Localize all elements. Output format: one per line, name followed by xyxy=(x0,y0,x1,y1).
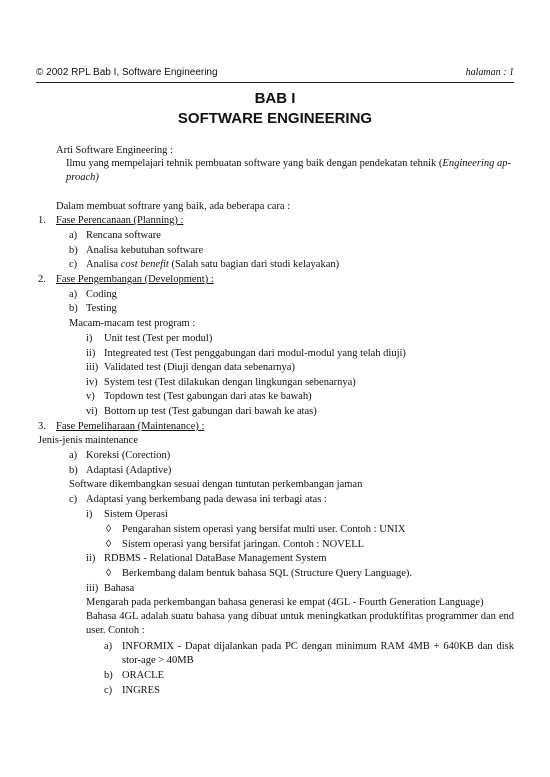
adaptation-marker: i) xyxy=(86,509,93,520)
adaptation-marker: ii) xyxy=(86,553,96,564)
phase2-title: Fase Pengembangan (Development) : xyxy=(56,274,214,285)
test-marker: i) xyxy=(86,333,93,344)
phase2-number: 2. xyxy=(38,274,46,285)
adaptation-item: RDBMS - Relational DataBase Management System xyxy=(104,553,327,564)
test-item: Unit test (Test per modul) xyxy=(104,333,213,344)
diamond-bullet-icon: ◊ xyxy=(106,524,112,535)
bullet-item: Sistem operasi yang bersifat jaringan. Contoh : NOVELL xyxy=(122,539,365,550)
maintenance-marker: a) xyxy=(69,450,78,461)
adaptive-note: Software dikembangkan sesuai dengan tuntutan perkembangan jaman xyxy=(69,479,363,490)
test-marker: v) xyxy=(86,391,95,402)
test-item: Topdown test (Test gabungan dari atas ke bawah) xyxy=(104,391,312,402)
test-marker: vi) xyxy=(86,406,98,417)
phase1-item-cost-benefit: Analisa cost benefit (Salah satu bagian dari studi kelayakan) xyxy=(86,259,340,270)
example-item: ORACLE xyxy=(122,670,164,681)
example-item: INGRES xyxy=(122,685,160,696)
chapter-title: SOFTWARE ENGINEERING xyxy=(177,110,373,127)
maintenance-item: Koreksi (Corection) xyxy=(86,450,171,461)
language-note: Mengarah pada perkembangan bahasa generasi ke empat (4GL - Fourth Generation Language) xyxy=(86,597,484,608)
phase3-number: 3. xyxy=(38,421,46,432)
bullet-item: Berkembang dalam bentuk bahasa SQL (Structure Query Language). xyxy=(122,568,413,579)
example-marker: c) xyxy=(104,685,113,696)
phase1-item-marker: c) xyxy=(69,259,78,270)
phase2-item: Testing xyxy=(86,303,117,314)
maintenance-marker: c) xyxy=(69,494,78,505)
test-marker: iii) xyxy=(86,362,99,373)
adaptation-marker: iii) xyxy=(86,583,99,594)
intro-lead: Dalam membuat softrare yang baik, ada beberapa cara : xyxy=(56,201,291,212)
phase3-title: Fase Pemeliharaan (Maintenance) : xyxy=(56,421,205,432)
chapter-number: BAB I xyxy=(254,90,296,107)
test-item: Bottom up test (Test gabungan dari bawah ke atas) xyxy=(104,406,317,417)
test-item: System test (Test dilakukan dengan lingkungan sebenarnya) xyxy=(104,377,356,388)
phase1-number: 1. xyxy=(38,215,46,226)
example-item: INFORMIX - Dapat dijalankan pada PC dengan minimum RAM 4MB + 640KB dan disk stor-age > 40MB xyxy=(122,641,514,666)
example-marker: b) xyxy=(104,670,113,681)
intro-definition: Ilmu yang mempelajari tehnik pembuatan software yang baik dengan pendekatan tehnik (Engineering ap- proach) xyxy=(66,158,511,183)
phase1-item-marker: b) xyxy=(69,245,78,256)
test-marker: ii) xyxy=(86,348,96,359)
phase2-item-marker: b) xyxy=(69,303,78,314)
test-item: Integreated test (Test penggabungan dari modul-modul yang telah diuji) xyxy=(104,348,406,359)
intro-label: Arti Software Engineering : xyxy=(56,145,173,156)
adaptation-item: Sistem Operasi xyxy=(104,509,168,520)
diamond-bullet-icon: ◊ xyxy=(106,539,112,550)
test-item: Validated test (Diuji dengan data sebenarnya) xyxy=(104,362,295,373)
test-marker: iv) xyxy=(86,377,98,388)
phase1-title: Fase Perencanaan (Planning) : xyxy=(56,215,184,226)
header-copyright: © 2002 RPL Bab I, Software Engineering xyxy=(36,67,218,78)
maintenance-marker: b) xyxy=(69,465,78,476)
adaptation-item: Bahasa xyxy=(104,583,135,594)
phase2-item: Coding xyxy=(86,289,117,300)
example-marker: a) xyxy=(104,641,113,652)
header-page-number: halaman : 1 xyxy=(465,67,514,78)
phase1-item-marker: a) xyxy=(69,230,78,241)
test-types-label: Macam-macam test program : xyxy=(69,318,196,329)
bullet-item: Pengarahan sistem operasi yang bersifat multi user. Contoh : UNIX xyxy=(122,524,406,535)
phase1-item: Analisa kebutuhan software xyxy=(86,245,204,256)
phase1-item: Rencana software xyxy=(86,230,161,241)
phase2-item-marker: a) xyxy=(69,289,78,300)
diamond-bullet-icon: ◊ xyxy=(106,568,112,579)
page-header xyxy=(36,66,514,83)
language-4gl-definition: Bahasa 4GL adalah suatu bahasa yang dibuat untuk meningkatkan produktifitas programmer dan end user. Contoh : xyxy=(86,611,514,636)
maintenance-item: Adaptasi yang berkembang pada dewasa ini terbagi atas : xyxy=(86,494,327,505)
maintenance-types-label: Jenis-jenis maintenance xyxy=(38,435,139,446)
maintenance-item: Adaptasi (Adaptive) xyxy=(86,465,172,476)
